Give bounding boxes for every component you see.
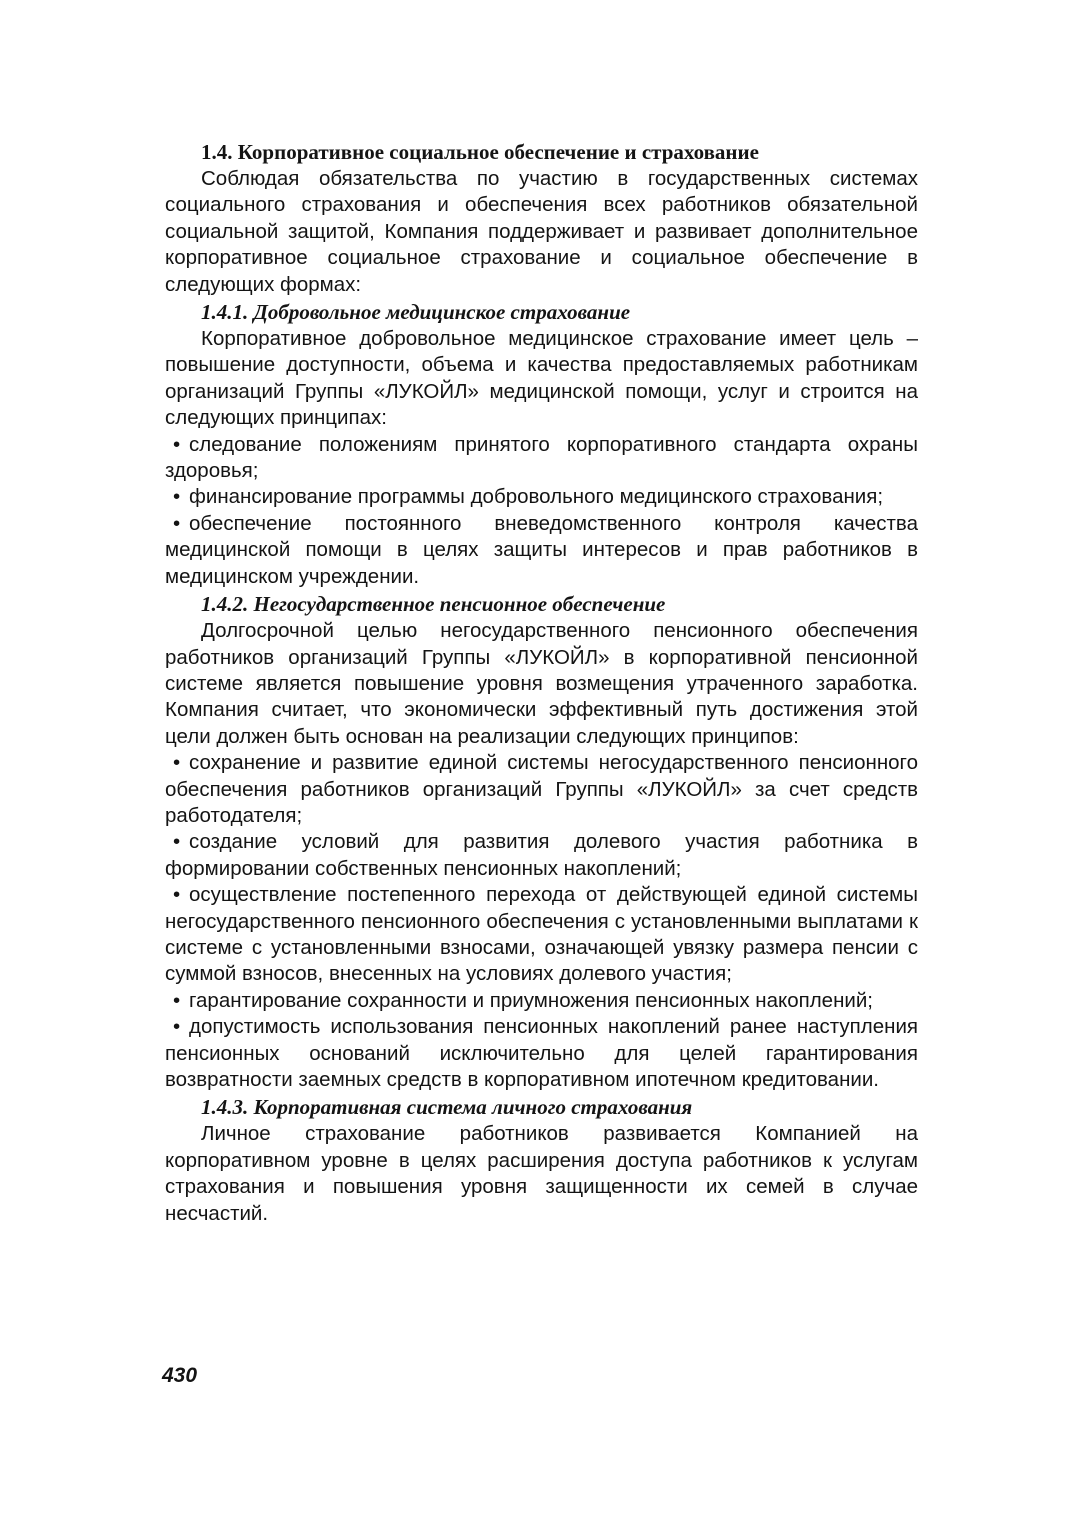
- bullet-icon: •: [173, 751, 181, 775]
- list-item: [165, 1014, 918, 1093]
- section-intro: Соблюдая обязательства по участию в государственных системах социального страхования и обеспечения всех работников обязательной социальной защитой, Компания поддерживает и развивает дополнительное корпоративное социальное страхование и социальное обеспечение в следующих формах:: [165, 167, 918, 296]
- list-item: [165, 882, 918, 988]
- page-number: 430: [162, 1364, 198, 1387]
- page-body: [165, 138, 918, 1227]
- list-item-text: сохранение и развитие единой системы негосударственного пенсионного обеспечения работников организаций Группы «ЛУКОЙЛ» за счет средств работодателя;: [165, 751, 918, 827]
- list-item: [165, 511, 918, 590]
- medical-heading: 1.4.1. Добровольное медицинское страхование: [201, 300, 631, 325]
- list-item-text: финансирование программы добровольного медицинского страхования;: [189, 485, 884, 509]
- medical-intro: Корпоративное добровольное медицинское страхование имеет цель – повышение доступности, объема и качества предоставляемых работникам организаций Группы «ЛУКОЙЛ» медицинской помощи, услуг и строится на следующих принципах:: [165, 327, 918, 430]
- section-heading: 1.4. Корпоративное социальное обеспечение и страхование: [201, 140, 759, 164]
- list-item: [165, 484, 918, 510]
- pension-heading: 1.4.2. Негосударственное пенсионное обеспечение: [201, 592, 666, 617]
- list-item-text: создание условий для развития долевого участия работника в формировании собственных пенсионных накоплений;: [165, 830, 918, 880]
- pension-intro: Долгосрочной целью негосударственного пенсионного обеспечения работников организаций Группы «ЛУКОЙЛ» в корпоративной пенсионной системе является повышение уровня возмещения утраченного заработка. Компания считает, что экономически эффективный путь достижения этой цели должен быть основан на реализации следующих принципов:: [165, 619, 918, 748]
- bullet-icon: •: [173, 432, 181, 456]
- list-item-text: следование положениям принятого корпоративного стандарта охраны здоровья;: [165, 432, 918, 483]
- list-item-text: осуществление постепенного перехода от действующей единой системы негосударственного пенсионного обеспечения с установленными выплатами к системе с установленными взносами, означающей увязку размера пенсии с суммой взносов, внесенных на условиях долевого участия;: [165, 883, 918, 986]
- bullet-icon: •: [173, 485, 181, 509]
- list-item-text: гарантирование сохранности и приумножения пенсионных накоплений;: [189, 988, 873, 1012]
- bullet-icon: •: [173, 1015, 181, 1039]
- bullet-icon: •: [173, 988, 181, 1012]
- list-item-text: обеспечение постоянного вневедомственного контроля качества медицинской помощи в целях защиты интересов и прав работников в медицинском учреждении.: [165, 511, 918, 588]
- list-item: [165, 829, 918, 882]
- list-item: [165, 988, 918, 1014]
- bullet-icon: •: [173, 511, 181, 535]
- personal-heading: 1.4.3. Корпоративная система личного страхования: [201, 1095, 693, 1120]
- list-item: [165, 750, 918, 829]
- bullet-icon: •: [173, 830, 181, 854]
- personal-intro: Личное страхование работников развивается Компанией на корпоративном уровне в целях расширения доступа работников к услугам страхования и повышения уровня защищенности их семей в случае несчастий.: [165, 1122, 918, 1225]
- bullet-icon: •: [173, 883, 181, 907]
- list-item-text: допустимость использования пенсионных накоплений ранее наступления пенсионных оснований исключительно для целей гарантирования возвратности заемных средств в корпоративном ипотечном кредитовании.: [165, 1015, 918, 1091]
- list-item: [165, 432, 918, 485]
